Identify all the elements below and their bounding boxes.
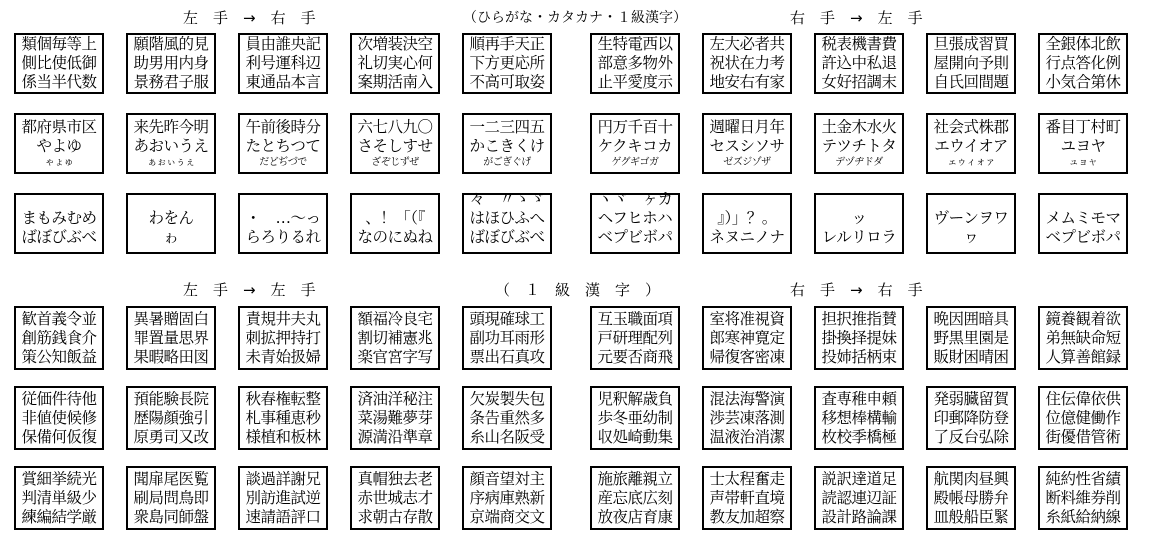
key-line: あおいうえ — [133, 136, 209, 155]
key-line: 求朝古存散 — [357, 507, 433, 526]
key-line: ヽヾ ヶカ — [597, 190, 673, 208]
key-line: 室将准視資 — [709, 309, 785, 328]
key-box — [1038, 193, 1128, 254]
key-box — [14, 193, 104, 254]
header-level1-kanji: （ １ 級 漢 字 ） — [495, 281, 661, 299]
key-line: 下方更応所 — [469, 54, 545, 72]
key-line: ばぼびぶべ — [469, 228, 545, 246]
header-hiragana-katakana: （ひらがな・カタカナ・１級漢字） — [463, 10, 687, 26]
key-line: ベプビボパ — [597, 228, 673, 246]
key-box — [590, 386, 680, 450]
key-line: 弟無缺命短 — [1045, 328, 1121, 347]
key-line: 放夜店育康 — [597, 507, 673, 526]
key-box — [702, 33, 792, 94]
key-line: ゲグギゴガ — [611, 156, 659, 168]
key-box — [1038, 113, 1128, 174]
key-line: 速請語評口 — [245, 507, 321, 526]
key-line: 談過詳謝兄 — [245, 469, 321, 488]
key-box — [238, 33, 328, 94]
key-line: 郎寒神寛定 — [709, 328, 785, 347]
key-line: 歓首義令並 — [21, 309, 97, 328]
key-box — [814, 113, 904, 174]
key-line: ばぼびぶべ — [21, 228, 97, 246]
key-line: まもみむめ — [21, 209, 97, 227]
key-line: 移想棒構輸 — [821, 408, 897, 427]
key-line: 了反台弘除 — [933, 427, 1009, 446]
key-line: 収処崎動集 — [597, 427, 673, 446]
key-line: 産忘底広刻 — [597, 488, 673, 507]
key-line: 顔音望対主 — [469, 469, 545, 488]
key-line: 罪置量思界 — [133, 328, 209, 347]
key-line: 不高可取姿 — [469, 73, 545, 91]
key-line: 策公知飯益 — [21, 347, 97, 366]
key-line: 歴陽顔強引 — [133, 408, 209, 427]
header-left-to-right: 左 手 → 右 手 — [183, 9, 316, 27]
key-line: 担択推指賛 — [821, 309, 897, 328]
key-box — [126, 113, 216, 174]
key-line: 土金木水火 — [821, 117, 897, 136]
key-box — [1038, 386, 1128, 450]
key-line: 々 〃ゝゞ — [469, 190, 545, 208]
key-box — [814, 386, 904, 450]
key-line: 屋開向予則 — [933, 54, 1009, 72]
key-box — [702, 466, 792, 530]
key-line: 景務君子服 — [133, 73, 209, 91]
key-line: 児釈解歳負 — [597, 389, 673, 408]
key-line: 教友加超察 — [709, 507, 785, 526]
key-line: なのにぬね — [357, 228, 433, 246]
key-line: 生特電西以 — [597, 35, 673, 53]
key-line: 欠炭製失包 — [469, 389, 545, 408]
key-line: ネヌニノナ — [709, 228, 785, 246]
key-line: ざぞじずぜ — [371, 156, 419, 168]
key-line: 保備何仮復 — [21, 427, 97, 446]
key-line: メムミモマ — [1045, 209, 1121, 227]
key-line: 責規井夫丸 — [245, 309, 321, 328]
key-line: ゃょゅ — [44, 156, 74, 168]
key-line: 互玉職面項 — [597, 309, 673, 328]
key-line: 練編結学厳 — [21, 507, 97, 526]
key-line: 案期活南入 — [357, 73, 433, 91]
key-line: 自氏回間題 — [933, 73, 1009, 91]
key-line: かこきくけ — [469, 136, 545, 155]
key-box — [1038, 33, 1128, 94]
key-line: 赤世城志才 — [357, 488, 433, 507]
key-line: 発弱臓留賀 — [933, 389, 1009, 408]
key-line: 説訳達道足 — [821, 469, 897, 488]
key-line: 糸紙給納線 — [1045, 507, 1121, 526]
key-line: 止平愛度示 — [597, 73, 673, 91]
key-line: 帰復客密凍 — [709, 347, 785, 366]
key-box — [462, 190, 552, 254]
key-line: 未青始扱婦 — [245, 347, 321, 366]
key-box — [350, 193, 440, 254]
key-line: ヴーンヲワ — [933, 209, 1009, 227]
key-line: 小気合第休 — [1045, 73, 1121, 91]
key-box — [14, 113, 104, 174]
key-line: 旦張成習買 — [933, 35, 1009, 53]
key-line: 非値使候修 — [21, 408, 97, 427]
key-line: 祝状在力考 — [709, 54, 785, 72]
key-line: 聞扉尾医覧 — [133, 469, 209, 488]
key-line: 税表機書費 — [821, 35, 897, 53]
key-line: 左大必者共 — [709, 35, 785, 53]
key-line: 菜湯難夢芽 — [357, 408, 433, 427]
key-line: ぁぉぃぅぇ — [147, 156, 195, 168]
key-box — [14, 33, 104, 94]
key-line: 源満沿準章 — [357, 427, 433, 446]
key-line: らろりるれ — [245, 228, 321, 246]
key-line: 純約性省績 — [1045, 469, 1121, 488]
key-box — [814, 466, 904, 530]
key-line: やよゆ — [36, 136, 82, 155]
key-line: 秋春権転整 — [245, 389, 321, 408]
key-line: 戸研理配列 — [597, 328, 673, 347]
key-line: 従価件待他 — [21, 389, 97, 408]
key-line: ェゥィォァ — [947, 156, 995, 168]
key-line: 札事種恵秒 — [245, 408, 321, 427]
key-box — [14, 386, 104, 450]
key-line: だどぢづで — [259, 156, 307, 168]
key-line: 週曜日月年 — [709, 117, 785, 136]
key-line: 創筋銭食介 — [21, 328, 97, 347]
key-line: ケクキコカ — [597, 136, 673, 155]
key-line: 票出石真攻 — [469, 347, 545, 366]
key-box — [590, 466, 680, 530]
key-box — [702, 306, 792, 370]
key-line: はほひふへ — [469, 209, 545, 227]
key-box — [238, 466, 328, 530]
header-left-to-left: 左 手 → 左 手 — [183, 281, 316, 299]
key-line: 渉芸凍落測 — [709, 408, 785, 427]
key-box — [126, 386, 216, 450]
header-right-to-right: 右 手 → 右 手 — [790, 281, 923, 299]
key-line: 部意多物外 — [597, 54, 673, 72]
key-line: 額福冷良宅 — [357, 309, 433, 328]
key-line: 歩冬亜幼制 — [597, 408, 673, 427]
key-box — [462, 306, 552, 370]
key-line: 午前後時分 — [245, 117, 321, 136]
key-line: エウイオア — [934, 136, 1008, 155]
key-box — [238, 113, 328, 174]
key-box — [702, 113, 792, 174]
key-line: 条告重然多 — [469, 408, 545, 427]
key-line: 設計路論課 — [821, 507, 897, 526]
key-line: ュョャ — [1068, 156, 1098, 168]
key-box — [926, 386, 1016, 450]
key-box — [590, 306, 680, 370]
key-line: 住伝偉依供 — [1045, 389, 1121, 408]
key-box — [126, 33, 216, 94]
key-box — [590, 33, 680, 94]
key-line: 賞細挙続光 — [21, 469, 97, 488]
key-line: 位億健働作 — [1045, 408, 1121, 427]
key-line: 野黒里園是 — [933, 328, 1009, 347]
key-box — [462, 466, 552, 530]
key-box — [1038, 466, 1128, 530]
key-box — [814, 193, 904, 254]
key-line: 殿帳母勝弁 — [933, 488, 1009, 507]
key-line: 、！「（『 — [365, 209, 425, 227]
key-line: 販財困晴困 — [933, 347, 1009, 366]
key-box — [238, 386, 328, 450]
key-line: 次増装決空 — [357, 35, 433, 53]
key-line: がごぎぐげ — [483, 156, 531, 168]
key-line: 刷局問鳥即 — [133, 488, 209, 507]
key-box — [350, 306, 440, 370]
key-line: 京端商交文 — [469, 507, 545, 526]
key-line: 判清単級少 — [21, 488, 97, 507]
key-line: 人算善館録 — [1045, 347, 1121, 366]
key-line: 真帽独去老 — [357, 469, 433, 488]
key-line: 願階風的見 — [133, 35, 209, 53]
key-line: 来先昨今明 — [133, 117, 209, 136]
key-box — [702, 386, 792, 450]
key-line: レルリロラ — [821, 228, 897, 246]
key-box — [238, 193, 328, 254]
key-line: ヮ — [963, 228, 979, 246]
key-line: さそしすせ — [357, 136, 433, 155]
key-line: 異暑贈固白 — [133, 309, 209, 328]
key-line: 利号運科辺 — [245, 54, 321, 72]
key-line: 円万千百十 — [597, 117, 673, 136]
key-line: 印郵降防登 — [933, 408, 1009, 427]
key-line: 施旅離親立 — [597, 469, 673, 488]
key-line: 一二三四五 — [469, 117, 545, 136]
key-line: 楽官宮字写 — [357, 347, 433, 366]
key-box — [462, 113, 552, 174]
key-line: 序病庫熟新 — [469, 488, 545, 507]
key-line: 投姉括柄束 — [821, 347, 897, 366]
key-line: 女好招調末 — [821, 73, 897, 91]
key-line: 員由誰央記 — [245, 35, 321, 53]
key-box — [462, 33, 552, 94]
key-line: 別訪進試逆 — [245, 488, 321, 507]
key-box — [926, 33, 1016, 94]
key-box — [814, 33, 904, 94]
key-box — [350, 113, 440, 174]
key-box — [14, 466, 104, 530]
key-line: 航関肉昼興 — [933, 469, 1009, 488]
key-line: 係当半代数 — [21, 73, 97, 91]
key-line: デヅヂドダ — [835, 156, 883, 168]
key-line: 皿般船臣緊 — [933, 507, 1009, 526]
key-line: ゼズジゾザ — [723, 156, 771, 168]
key-line: 衆島同師盤 — [133, 507, 209, 526]
key-line: テツチトタ — [821, 136, 897, 155]
key-line: 側比使低御 — [21, 54, 97, 72]
key-line: 割切補憲兆 — [357, 328, 433, 347]
key-line: セスシソサ — [709, 136, 785, 155]
key-line: 礼切実心何 — [357, 54, 433, 72]
key-box — [350, 386, 440, 450]
key-line: 許込中私退 — [821, 54, 897, 72]
key-line: 預能験長院 — [133, 389, 209, 408]
key-line: 読認連辺証 — [821, 488, 897, 507]
key-line: 晩因囲暗具 — [933, 309, 1009, 328]
key-line: 全銀体北飲 — [1045, 35, 1121, 53]
key-line: 刺拡押持打 — [245, 328, 321, 347]
key-line: 断料維券削 — [1045, 488, 1121, 507]
key-line: 士太程奮走 — [709, 469, 785, 488]
key-line: ・ …～っ — [245, 209, 321, 227]
key-line: 混法海警演 — [709, 389, 785, 408]
key-line: 副功耳雨形 — [469, 328, 545, 347]
key-box — [926, 466, 1016, 530]
key-box — [126, 466, 216, 530]
key-box — [590, 190, 680, 254]
key-line: 類個毎等上 — [21, 35, 97, 53]
key-line: 社会式株郡 — [933, 117, 1009, 136]
key-box — [462, 386, 552, 450]
key-box — [1038, 306, 1128, 370]
key-line: 枚校季橋極 — [821, 427, 897, 446]
key-box — [702, 193, 792, 254]
key-box — [350, 33, 440, 94]
key-box — [590, 113, 680, 174]
key-line: 地安右有家 — [709, 73, 785, 91]
key-box — [926, 193, 1016, 254]
key-line: 鏡養観着欲 — [1045, 309, 1121, 328]
key-line: 糸山名阪受 — [469, 427, 545, 446]
key-line: 元要否商飛 — [597, 347, 673, 366]
key-line: 六七八九〇 — [357, 117, 433, 136]
key-line: ユヨヤ — [1060, 136, 1106, 155]
key-box — [238, 306, 328, 370]
key-box — [126, 193, 216, 254]
key-line: 済油洋秘注 — [357, 389, 433, 408]
key-line: 』）」？。 — [717, 209, 777, 227]
key-line: 都府県市区 — [21, 117, 97, 136]
key-line: わをん — [148, 209, 194, 227]
key-box — [814, 306, 904, 370]
key-line: 査専稚申頼 — [821, 389, 897, 408]
key-line: 街優借管術 — [1045, 427, 1121, 446]
key-box — [350, 466, 440, 530]
key-line: 東通品本言 — [245, 73, 321, 91]
key-box — [926, 306, 1016, 370]
key-line: 助男用内身 — [133, 54, 209, 72]
key-line: ゎ — [163, 228, 179, 246]
key-box — [14, 306, 104, 370]
key-line: 果暇略田図 — [133, 347, 209, 366]
key-line: 頭現確球工 — [469, 309, 545, 328]
key-line: ベプビボパ — [1045, 228, 1121, 246]
key-line: 原勇司又改 — [133, 427, 209, 446]
key-line: 掛換择提妹 — [821, 328, 897, 347]
key-line: 様植和板林 — [245, 427, 321, 446]
key-line: たとちつて — [245, 136, 321, 155]
key-line: ヘフヒホハ — [597, 209, 673, 227]
key-line: 番目丁村町 — [1045, 117, 1121, 136]
key-line: 温液治消潔 — [709, 427, 785, 446]
key-line: ッ — [851, 209, 867, 227]
key-line: 声帯軒直境 — [709, 488, 785, 507]
key-line: 行点答化例 — [1045, 54, 1121, 72]
key-box — [126, 306, 216, 370]
key-box — [926, 113, 1016, 174]
key-line: 順再手天正 — [469, 35, 545, 53]
header-right-to-left: 右 手 → 左 手 — [790, 9, 923, 27]
